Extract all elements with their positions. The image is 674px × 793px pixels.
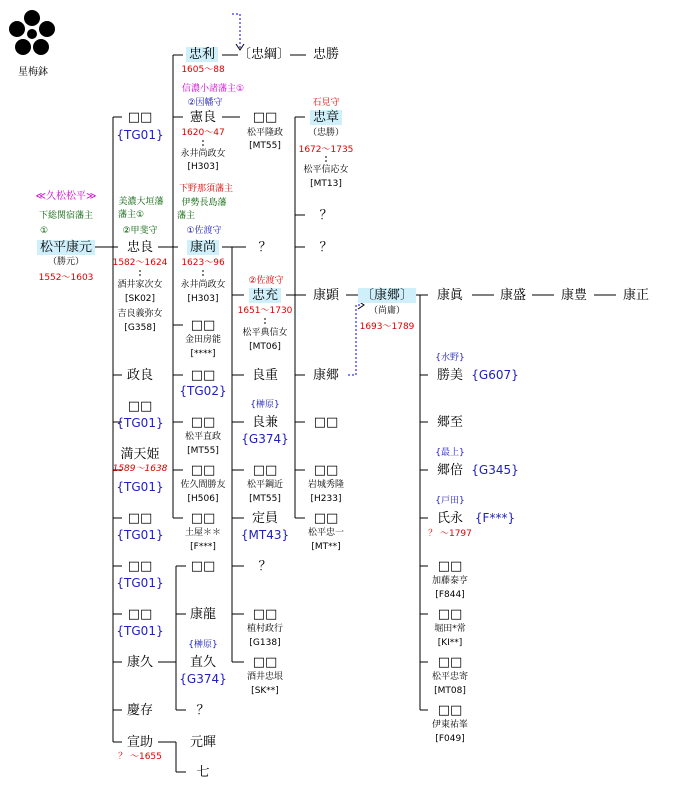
- col2-sensuke: 宣助: [126, 735, 154, 750]
- col4-note-5: 植村政行: [246, 624, 284, 634]
- yasunobu: 康眞: [436, 288, 464, 303]
- col7-prefix-2: {最上}: [435, 448, 465, 458]
- col7-satoshi: 郷至: [436, 415, 464, 430]
- col5-sq-3: □□: [313, 511, 339, 526]
- tadaaki: 忠章: [310, 110, 342, 125]
- col7-note-6: 松平忠寄: [431, 672, 469, 682]
- col4-sadakazu: 定員: [251, 511, 279, 526]
- yasusato-alias: （尚庸）: [368, 306, 406, 316]
- tadayoshi-wife2-ref: [G358]: [124, 323, 156, 333]
- tadamitsu-wife: 松平典信女: [242, 328, 288, 338]
- col3-ref-7: {G374}: [179, 672, 227, 686]
- m-square: □□: [252, 110, 278, 125]
- col2-yasuhisa: 康久: [126, 655, 154, 670]
- hoshi-umebachi-crest-icon: [6, 8, 58, 60]
- col7-ref-0: {G607}: [471, 368, 519, 382]
- unknown-3: ？: [319, 240, 333, 255]
- col7-ref-4: [F844]: [435, 590, 465, 600]
- col5-sq-1: □□: [313, 415, 339, 430]
- shimotsuke-title: 下野那須藩主: [178, 184, 234, 194]
- col3-yasutatsu: 康龍: [189, 607, 217, 622]
- col7-ref-3: {F***}: [474, 511, 516, 525]
- col3-sq-5: □□: [190, 559, 216, 574]
- mino-title: 美濃大垣藩: [118, 197, 164, 207]
- tadatsuna: 〔忠綱〕: [237, 47, 291, 62]
- col3-note-0: 金田房能: [184, 335, 222, 345]
- col2-mantenhime: 満天姫: [120, 447, 160, 462]
- col2-ref-1: {TG01}: [116, 416, 164, 430]
- tadakatsu: 忠勝: [312, 47, 340, 62]
- tadaaki-years: 1672～1735: [298, 145, 354, 155]
- mino-title2: 藩主①: [117, 210, 145, 220]
- col3-sq-2: □□: [190, 415, 216, 430]
- col2-sq-4: □□: [127, 559, 153, 574]
- tadaaki-wife: 松平信応女: [303, 165, 349, 175]
- col5-note-2: 岩城秀隆: [307, 480, 345, 490]
- kai-title: ②甲斐守: [122, 226, 158, 236]
- shinano-title: 信濃小諸藩主①: [181, 84, 245, 94]
- yasumoto-alias: （勝元）: [47, 257, 85, 267]
- sado2-title: ②佐渡守: [248, 276, 284, 286]
- tadatoshi: 忠利: [186, 47, 218, 62]
- sado1-title: ①佐渡守: [186, 226, 222, 236]
- yasunao-wife: 永井尚政女: [180, 280, 226, 290]
- noriyoshi-years: 1620～47: [181, 128, 225, 138]
- col3-sq-1: □□: [190, 368, 216, 383]
- col3-note-3: 佐久間勝友: [180, 480, 226, 490]
- col3-ref-1: {TG02}: [179, 384, 227, 398]
- col3-note-2: 松平直政: [184, 432, 222, 442]
- unknown-1: ？: [258, 240, 272, 255]
- col3-prefix-7: {榊原}: [188, 640, 218, 650]
- yasunao-wife-ref: [H303]: [187, 294, 219, 304]
- col7-sq-5: □□: [437, 607, 463, 622]
- col5-yasusato: 康郷: [312, 368, 340, 383]
- col2-sensuke-years: ？ ～1655: [118, 752, 162, 762]
- tadayoshi-wife1-ref: [SK02]: [124, 294, 156, 304]
- yasuaki: 康顕: [312, 288, 340, 303]
- yasunao-years: 1623～96: [181, 258, 225, 268]
- col3-ref-2: [MT55]: [187, 446, 219, 456]
- yasusato: 〔康郷〕: [358, 288, 416, 303]
- tadatoshi-years: 1605～88: [181, 65, 225, 75]
- col3-naohisa: 直久: [189, 655, 217, 670]
- tadamitsu-wife-ref: [MT06]: [249, 342, 281, 352]
- col7-ref-7: [F049]: [435, 734, 465, 744]
- col4-prefix-1: {榊原}: [250, 400, 280, 410]
- col2-ref-4: {TG01}: [116, 576, 164, 590]
- col2-ref-3: {TG01}: [116, 528, 164, 542]
- col2-masayoshi: 政良: [126, 368, 154, 383]
- yasumoto-years: 1552～1603: [38, 273, 94, 283]
- tadaaki-wife-ref: [MT13]: [310, 179, 342, 189]
- col2-sq-5: □□: [127, 607, 153, 622]
- hisamatsu-label: ≪久松松平≫: [35, 191, 97, 202]
- tadayoshi: 忠良: [126, 240, 154, 255]
- col3-motoaki: 元暉: [189, 735, 217, 750]
- col7-ujinaga: 氏永: [436, 511, 464, 526]
- col7-prefix-3: {戸田}: [435, 496, 465, 506]
- col3-note-4: 土屋＊＊: [184, 528, 222, 538]
- col5-ref-3: [MT**]: [311, 542, 341, 552]
- yasunao: 康尚: [187, 240, 219, 255]
- col2-keizon: 慶存: [126, 703, 154, 718]
- col5-sq-2: □□: [313, 463, 339, 478]
- col3-unknown: ？: [196, 703, 210, 718]
- col7-sq-6: □□: [437, 655, 463, 670]
- m-note-ref: [MT55]: [249, 141, 281, 151]
- c-ref: {TG01}: [116, 128, 164, 142]
- col4-sq-2: □□: [252, 463, 278, 478]
- shimousa-no: ①: [39, 226, 49, 236]
- col3-ref-4: [F***]: [190, 542, 216, 552]
- tadayoshi-wife2: 吉良義弥女: [117, 309, 163, 319]
- iwami-title: 石見守: [312, 98, 340, 108]
- col7-note-7: 伊東祐峯: [431, 720, 469, 730]
- m-note: 松平隆政: [246, 128, 284, 138]
- col2-sq-3: □□: [127, 511, 153, 526]
- yasumori: 康盛: [499, 288, 527, 303]
- yasusato-years: 1693～1789: [359, 322, 415, 332]
- ise-title2: 藩主: [176, 211, 196, 221]
- tadamitsu-years: 1651～1730: [237, 306, 293, 316]
- col4-note-6: 酒井忠垠: [246, 672, 284, 682]
- col7-sq-4: □□: [437, 559, 463, 574]
- col3-shichi: 七: [196, 765, 210, 780]
- yasumasa: 康正: [622, 288, 650, 303]
- col4-unknown: ？: [258, 559, 272, 574]
- c-square: □□: [127, 110, 153, 125]
- col4-ref-5: [G138]: [249, 638, 281, 648]
- unknown-2: ？: [319, 208, 333, 223]
- col3-sq-4: □□: [190, 511, 216, 526]
- col7-ujinaga-years: ？ ～1797: [428, 529, 472, 539]
- col7-satomasu: 郷倍: [436, 463, 464, 478]
- col4-ref-6: [SK**]: [251, 686, 279, 696]
- yasumoto: 松平康元: [37, 240, 95, 255]
- crest-name: 星梅鉢: [18, 67, 48, 78]
- col7-ref-2: {G345}: [471, 463, 519, 477]
- col2-ref-2: {TG01}: [116, 480, 164, 494]
- col7-ref-5: [KI**]: [437, 638, 463, 648]
- col3-sq-0: □□: [190, 318, 216, 333]
- col5-ref-2: [H233]: [310, 494, 342, 504]
- col4-sq-6: □□: [252, 655, 278, 670]
- col4-sq-5: □□: [252, 607, 278, 622]
- col2-ref-5: {TG01}: [116, 624, 164, 638]
- tadayoshi-wife1: 酒井家次女: [117, 280, 163, 290]
- col5-note-3: 松平忠一: [307, 528, 345, 538]
- inaba-title: ②因幡守: [187, 98, 223, 108]
- tadayoshi-years: 1582～1624: [112, 258, 168, 268]
- col7-prefix-0: {水野}: [435, 353, 465, 363]
- shimousa-title: 下総関宿藩主: [38, 211, 94, 221]
- col7-katsumi: 勝美: [436, 368, 464, 383]
- col7-note-5: 堀田*常: [434, 624, 466, 634]
- col3-sq-3: □□: [190, 463, 216, 478]
- tadamitsu: 忠充: [249, 288, 281, 303]
- col4-yoshikane: 良兼: [251, 415, 279, 430]
- col2-sq-1: □□: [127, 399, 153, 414]
- col4-ref-1: {G374}: [241, 432, 289, 446]
- col4-note-2: 松平鋼近: [246, 480, 284, 490]
- noriyoshi: 憲良: [189, 110, 217, 125]
- noriyoshi-wife: 永井尚政女: [180, 149, 226, 159]
- col7-note-4: 加藤泰亨: [431, 576, 469, 586]
- ise-title: 伊勢長島藩: [181, 198, 227, 208]
- yasutoyo: 康豊: [560, 288, 588, 303]
- col4-yoshishige: 良重: [251, 368, 279, 383]
- col7-ref-6: [MT08]: [434, 686, 466, 696]
- tadaaki-alias: （忠勝）: [307, 128, 345, 138]
- col7-sq-7: □□: [437, 703, 463, 718]
- noriyoshi-wife-ref: [H303]: [187, 162, 219, 172]
- col3-ref-3: [H506]: [187, 494, 219, 504]
- col3-ref-0: [****]: [190, 349, 216, 359]
- col2-mantenhime-years: 1589～1638: [112, 464, 168, 474]
- col4-ref-3: {MT43}: [240, 528, 290, 542]
- col4-ref-2: [MT55]: [249, 494, 281, 504]
